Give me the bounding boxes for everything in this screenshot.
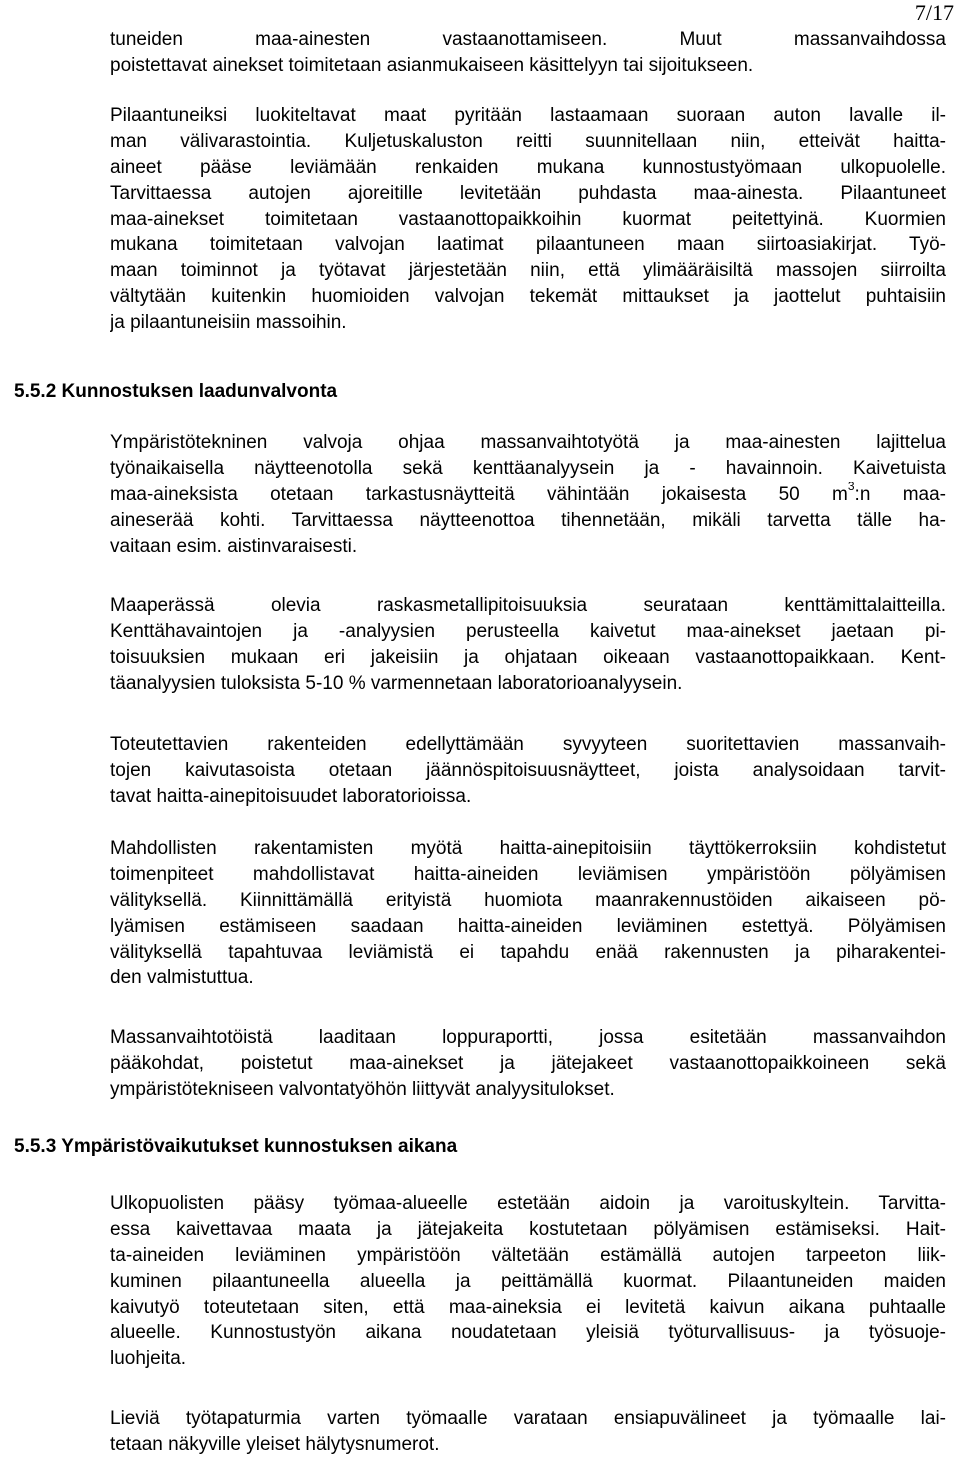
text-line: ja pilaantuneisiin massoihin. (110, 312, 347, 334)
text-line: poistettavat ainekset toimitetaan asianmukaiseen käsittelyyn tai sijoitukseen. (110, 54, 754, 76)
paragraph-first-aid (110, 1406, 946, 1458)
page-number: 7/17 (914, 0, 954, 25)
paragraph-final-report (110, 1025, 946, 1103)
text-line: mukana toimitetaan valvojan laatimat pilaantuneen maan siirtoasiakirjat. Työ- (110, 234, 946, 256)
text-line: vältytään kuitenkin huomioiden valvojan tekemät mittaukset ja jaottelut puhtaisiin (110, 286, 946, 308)
text-line: tuneiden maa-ainesten vastaanottamiseen. Muut massanvaihdossa (110, 29, 946, 50)
text-line: maa-ainekset toimitetaan vastaanottopaikkoihin kuormat peitettyinä. Kuormien (110, 208, 946, 230)
paragraph-contaminated-soil-transport (110, 103, 946, 336)
text-line: täanalyysien tuloksista 5-10 % varmennetaan laboratorioanalyysein. (110, 672, 683, 694)
text-line: tojen kaivutasoista otetaan jäännöspitoisuusnäytteet, joista analysoidaan tarvit- (110, 759, 946, 781)
text-line: vaitaan esim. aistinvaraisesti. (110, 535, 358, 557)
text-line: Lieviä työtapaturmia varten työmaalle varataan ensiapuvälineet ja työmaalle lai- (110, 1408, 946, 1429)
text-line: aineserää kohti. Tarvittaessa näytteenottoa tihennetään, mikäli tarvetta tälle ha- (110, 509, 946, 531)
paragraph-mass-exchange-continuation (110, 27, 946, 79)
text-line: tavat haitta-ainepitoisuudet laboratorioissa. (110, 785, 472, 807)
text-line: Ympäristötekninen valvoja ohjaa massanvaihtotyötä ja maa-ainesten lajittelua (110, 432, 946, 453)
text-segment: :n maa- (854, 483, 946, 505)
paragraph-dust-prevention (110, 836, 946, 991)
text-segment: maa-aineksista otetaan tarkastusnäytteitä vähintään jokaisesta 50 m (110, 483, 848, 505)
superscript: 3 (847, 481, 855, 494)
text-line: kuminen pilaantuneella alueella ja peittämällä kuormat. Pilaantuneiden maiden (110, 1270, 946, 1292)
text-line: Ulkopuolisten pääsy työmaa-alueelle estetään aidoin ja varoituskyltein. Tarvitta- (110, 1193, 946, 1214)
text-line: kaivutyö toteutetaan siten, että maa-aineksia ei levitetä kaivun aikana puhtaalle (110, 1296, 946, 1318)
text-line: välityksellä tapahtuvaa leviämistä ei tapahdu enää rakennusten ja piharakentei- (110, 941, 946, 963)
text-line: Toteutettavien rakenteiden edellyttämään syvyyteen suoritettavien massanvaih- (110, 734, 946, 755)
text-line: toisuuksien mukaan eri jakeisiin ja ohjataan oikeaan vastaanottopaikkaan. Kent- (110, 646, 946, 668)
text-line: tetaan näkyville yleiset hälytysnumerot. (110, 1433, 440, 1455)
paragraph-heavy-metals (110, 593, 946, 697)
text-line: pääkohdat, poistetut maa-ainekset ja jätejakeet vastaanottopaikkoineen sekä (110, 1052, 946, 1074)
text-line: luohjeita. (110, 1348, 187, 1370)
text-line: Tarvittaessa autojen ajoreitille levitetään puhdasta maa-ainesta. Pilaantuneet (110, 182, 946, 204)
paragraph-residual-samples (110, 732, 946, 810)
text-line: Pilaantuneiksi luokiteltavat maat pyritään lastaamaan suoraan auton lavalle il- (110, 105, 946, 126)
paragraph-quality-control (110, 430, 946, 559)
section-heading-5-5-3: 5.5.3 Ympäristövaikutukset kunnostuksen aikana (14, 1136, 458, 1157)
text-line: Massanvaihtotöistä laaditaan loppuraportti, jossa esitetään massanvaihdon (110, 1027, 946, 1048)
section-heading-5-5-2: 5.5.2 Kunnostuksen laadunvalvonta (14, 381, 338, 402)
text-line: essa kaivettavaa maata ja jätejakeita kostutetaan pölyämisen estämiseksi. Hait- (110, 1218, 946, 1240)
text-line: välityksellä. Kiinnittämällä erityistä huomiota maanrakennustöiden aikaiseen pö- (110, 889, 946, 911)
text-line: Kenttähavaintojen ja -analyysien perusteella kaivetut maa-ainekset jaetaan pi- (110, 620, 946, 642)
text-line: Maaperässä olevia raskasmetallipitoisuuksia seurataan kenttämittalaitteilla. (110, 595, 946, 616)
text-line: man välivarastointia. Kuljetuskaluston reitti suunnitellaan niin, etteivät haitta- (110, 130, 946, 152)
text-line: ympäristötekniseen valvontatyöhön liittyvät analyysitulokset. (110, 1078, 615, 1100)
text-line: Mahdollisten rakentamisten myötä haitta-ainepitoisiin täyttökerroksiin kohdistetut (110, 838, 946, 859)
text-line: maan toiminnot ja työtavat järjestetään niin, että ylimääräisiltä massojen siirroilta (110, 260, 946, 282)
text-line: aineet pääse leviämään renkaiden mukana kunnostustyömaan ulkopuolelle. (110, 156, 946, 178)
text-line: den valmistuttua. (110, 967, 254, 989)
text-line: alueelle. Kunnostustyön aikana noudatetaan yleisiä työturvallisuus- ja työsuoje- (110, 1322, 946, 1344)
text-line: ta-aineiden leviäminen ympäristöön vältetään estämällä autojen tarpeeton liik- (110, 1244, 946, 1266)
text-line (110, 482, 946, 508)
text-line: lyämisen estämiseen saadaan haitta-aineiden leviäminen estettyä. Pölyämisen (110, 915, 946, 937)
paragraph-site-access (110, 1191, 946, 1372)
text-line: toimenpiteet mahdollistavat haitta-aineiden leviämisen ympäristöön pölyämisen (110, 863, 946, 885)
text-line: työnaikaisella näytteenotolla sekä kenttäanalyysein ja - havainnoin. Kaivetuista (110, 457, 946, 479)
